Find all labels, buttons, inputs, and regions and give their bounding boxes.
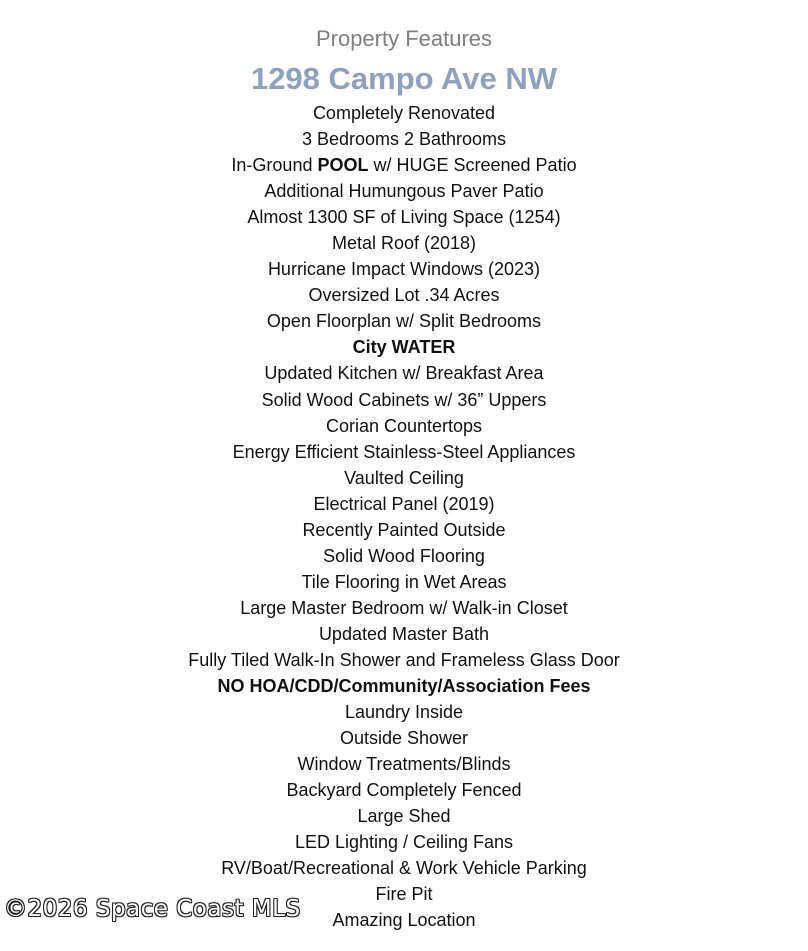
feature-item: Large Master Bedroom w/ Walk-in Closet (240, 597, 568, 618)
feature-item: City WATER (352, 337, 456, 358)
feature-item: Open Floorplan w/ Split Bedrooms (266, 311, 542, 332)
feature-item: LED Lighting / Ceiling Fans (294, 832, 514, 853)
feature-item: Completely Renovated (312, 103, 496, 123)
feature-item: Backyard Completely Fenced (286, 780, 522, 801)
feature-item: RV/Boat/Recreational & Work Vehicle Parking (221, 858, 587, 879)
feature-item: Window Treatments/Blinds (297, 754, 511, 775)
feature-item (0, 152, 808, 178)
feature-item: NO HOA/CDD/Community/Association Fees (217, 676, 591, 697)
feature-item: Almost 1300 SF of Living Space (1254) (247, 207, 561, 228)
feature-item: 3 Bedrooms 2 Bathrooms (301, 129, 507, 150)
feature-item: Tile Flooring in Wet Areas (301, 571, 507, 592)
feature-item: Electrical Panel (2019) (313, 493, 495, 514)
feature-item: Recently Painted Outside (302, 519, 506, 540)
feature-item: Metal Roof (2018) (331, 233, 477, 254)
feature-item: Vaulted Ceiling (344, 467, 464, 488)
feature-item: Updated Master Bath (318, 623, 490, 644)
feature-list (0, 100, 808, 934)
feature-item: Solid Wood Cabinets w/ 36” Uppers (261, 389, 547, 410)
feature-item: Corian Countertops (325, 415, 483, 436)
feature-item: Outside Shower (339, 728, 469, 749)
feature-item: Fully Tiled Walk-In Shower and Frameless Glass Door (188, 649, 620, 670)
feature-item: Amazing Location (332, 910, 476, 931)
feature-item: Updated Kitchen w/ Breakfast Area (264, 363, 544, 384)
feature-emphasis: POOL (317, 155, 369, 176)
feature-text: w/ HUGE Screened Patio (368, 155, 577, 176)
feature-item: Hurricane Impact Windows (2023) (267, 259, 541, 280)
feature-item: Energy Efficient Stainless-Steel Appliances (232, 441, 576, 462)
feature-item: Oversized Lot .34 Acres (308, 285, 500, 306)
feature-item: Fire Pit (375, 884, 433, 905)
property-address: 1298 Campo Ave NW (250, 61, 558, 96)
feature-item: Solid Wood Flooring (323, 545, 485, 566)
section-heading: Property Features (315, 26, 493, 51)
feature-item: Large Shed (357, 806, 451, 827)
mls-watermark: ©2026 Space Coast MLS (4, 896, 301, 922)
feature-item: Laundry Inside (344, 702, 464, 723)
feature-item: Additional Humungous Paver Patio (264, 181, 544, 202)
feature-text: In-Ground (231, 155, 318, 176)
